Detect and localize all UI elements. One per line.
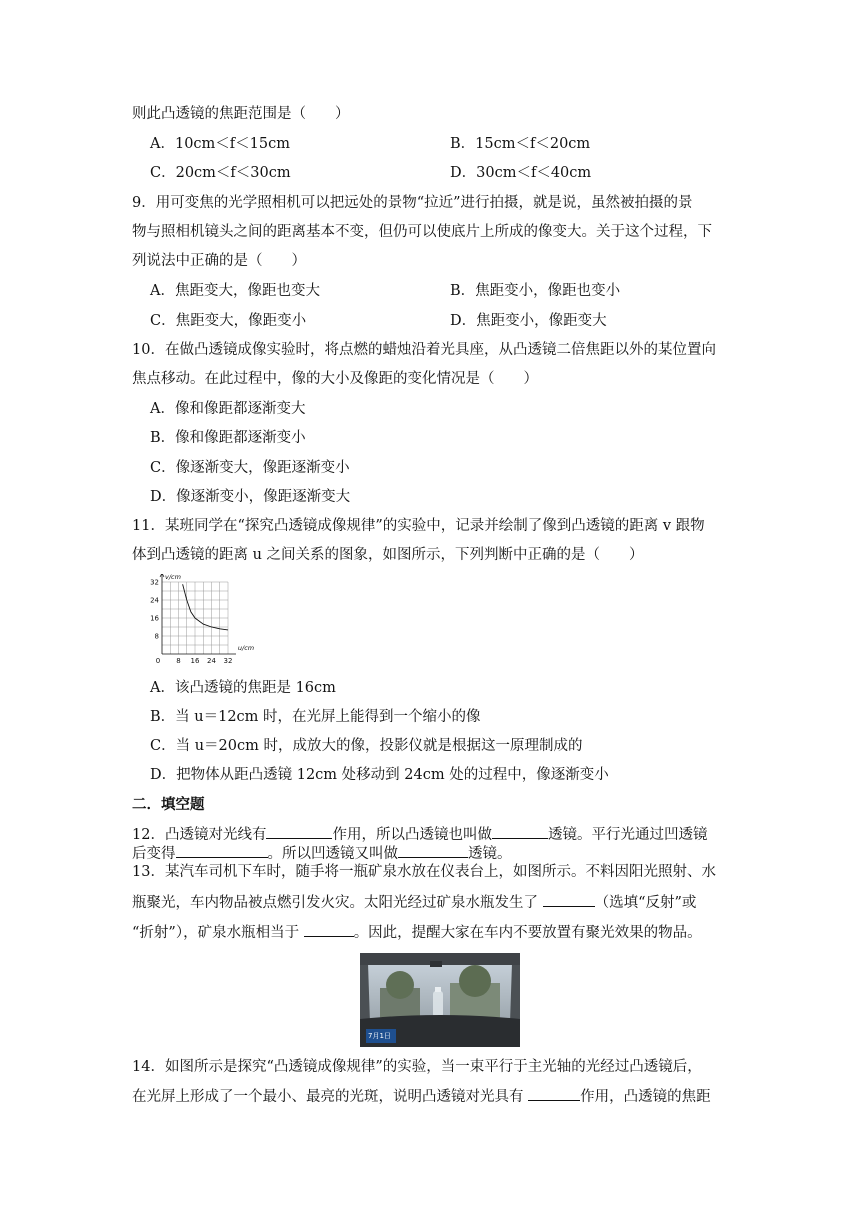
x-axis-label: u/cm [237,644,255,652]
q12-text-3: 透镜。平行光通过凹透镜 [547,827,708,843]
q11-option-d: D．把物体从距凸透镜 12cm 处移动到 24cm 处的过程中，像逐渐变小 [150,767,609,783]
q8-option-d: D．30cm＜f＜40cm [450,165,592,181]
y-tick-label: 24 [150,596,159,605]
y-axis-label: v/cm [165,574,181,581]
x-tick-label: 32 [223,657,233,665]
x-tick-label: 24 [207,657,216,665]
q14-text-2: 作用，凸透镜的焦距 [580,1089,711,1105]
v-u-graph [148,574,258,670]
q11-line1: 11．某班同学在“探究凸透镜成像规律”的实验中，记录并绘制了像到凸透镜的距离 v 跟物 [132,518,705,534]
q13-line3 [132,922,702,943]
q9-line1: 9．用可变焦的光学照相机可以把远处的景物“拉近”进行拍摄，就是说，虽然被拍摄的景 [132,195,693,211]
q9-option-c: C．焦距变大，像距变小 [150,313,307,329]
q9-line2: 物与照相机镜头之间的距离基本不变，但仍可以使底片上所成的像变大。关于这个过程，下 [132,224,712,240]
car-dashboard-photo [360,953,520,1047]
x-tick-label: 8 [176,657,181,665]
q11-option-a: A．该凸透镜的焦距是 16cm [150,680,336,696]
q12-blank-3[interactable] [176,843,268,858]
q13-text-4: 。因此，提醒大家在车内不要放置有聚光效果的物品。 [353,925,702,941]
y-tick-label: 16 [150,614,159,623]
q12-text-6: 透镜。 [468,846,512,862]
x-tick-label: 16 [190,657,200,665]
q10-option-b: B．像和像距都逐渐变小 [150,430,306,446]
q12-text-4: 后变得 [132,846,176,862]
q13-text-2: （选填“反射”或 [594,895,697,911]
q12-blank-2[interactable] [492,824,548,839]
y-tick-label: 32 [150,578,159,587]
q13-text-3: “折射”），矿泉水瓶相当于 [132,925,304,941]
q10-option-c: C．像逐渐变大，像距逐渐变小 [150,460,350,476]
q8-option-c: C．20cm＜f＜30cm [150,165,291,181]
q14-blank-1[interactable] [528,1086,580,1101]
q12-text-5: 。所以凹透镜又叫做 [267,846,398,862]
q9-line3: 列说法中正确的是（ ） [132,253,306,269]
q12-blank-4[interactable] [398,843,468,858]
q12-line2 [132,843,512,864]
q8-option-b: B．15cm＜f＜20cm [450,136,591,152]
q8-stem: 则此凸透镜的焦距范围是（ ） [132,106,350,122]
q12-line1 [132,824,707,845]
q9-option-a: A．焦距变大，像距也变大 [150,283,320,299]
q11-option-c: C．当 u＝20cm 时，成放大的像，投影仪就是根据这一原理制成的 [150,738,583,754]
q8-option-a: A．10cm＜f＜15cm [150,136,290,152]
q13-line2 [132,892,696,913]
section-heading: 二．填空题 [132,796,205,813]
q12-text-2: 作用，所以凸透镜也叫做 [332,827,492,843]
q10-option-a: A．像和像距都逐渐变大 [150,401,306,417]
q11-line2: 体到凸透镜的距离 u 之间关系的图象，如图所示，下列判断中正确的是（ ） [132,547,644,563]
q9-option-b: B．焦距变小，像距也变小 [450,283,621,299]
y-tick-label: 8 [154,632,159,641]
q11-option-b: B．当 u＝12cm 时，在光屏上能得到一个缩小的像 [150,709,481,725]
x-tick-label: 0 [155,657,161,665]
q12-blank-1[interactable] [266,824,332,839]
q13-blank-1[interactable] [543,892,595,907]
q9-option-d: D．焦距变小，像距变大 [450,313,607,329]
photo-caption: 7月1日 [368,1032,391,1040]
q10-line2: 焦点移动。在此过程中，像的大小及像距的变化情况是（ ） [132,371,538,387]
q12-text-1: 12．凸透镜对光线有 [132,827,267,843]
q14-line2 [132,1086,711,1107]
q13-blank-2[interactable] [304,922,354,937]
q10-line1: 10．在做凸透镜成像实验时，将点燃的蜡烛沿着光具座，从凸透镜二倍焦距以外的某位置向 [132,342,716,358]
q10-option-d: D．像逐渐变小，像距逐渐变大 [150,489,351,505]
q13-line1: 13．某汽车司机下车时，随手将一瓶矿泉水放在仪表台上，如图所示。不料因阳光照射、水 [132,864,716,880]
q14-line1: 14．如图所示是探究“凸透镜成像规律”的实验，当一束平行于主光轴的光经过凸透镜后， [132,1059,702,1075]
q14-text-1: 在光屏上形成了一个最小、最亮的光斑，说明凸透镜对光具有 [132,1089,529,1105]
q13-text-1: 瓶聚光，车内物品被点燃引发火灾。太阳光经过矿泉水瓶发生了 [132,895,543,911]
